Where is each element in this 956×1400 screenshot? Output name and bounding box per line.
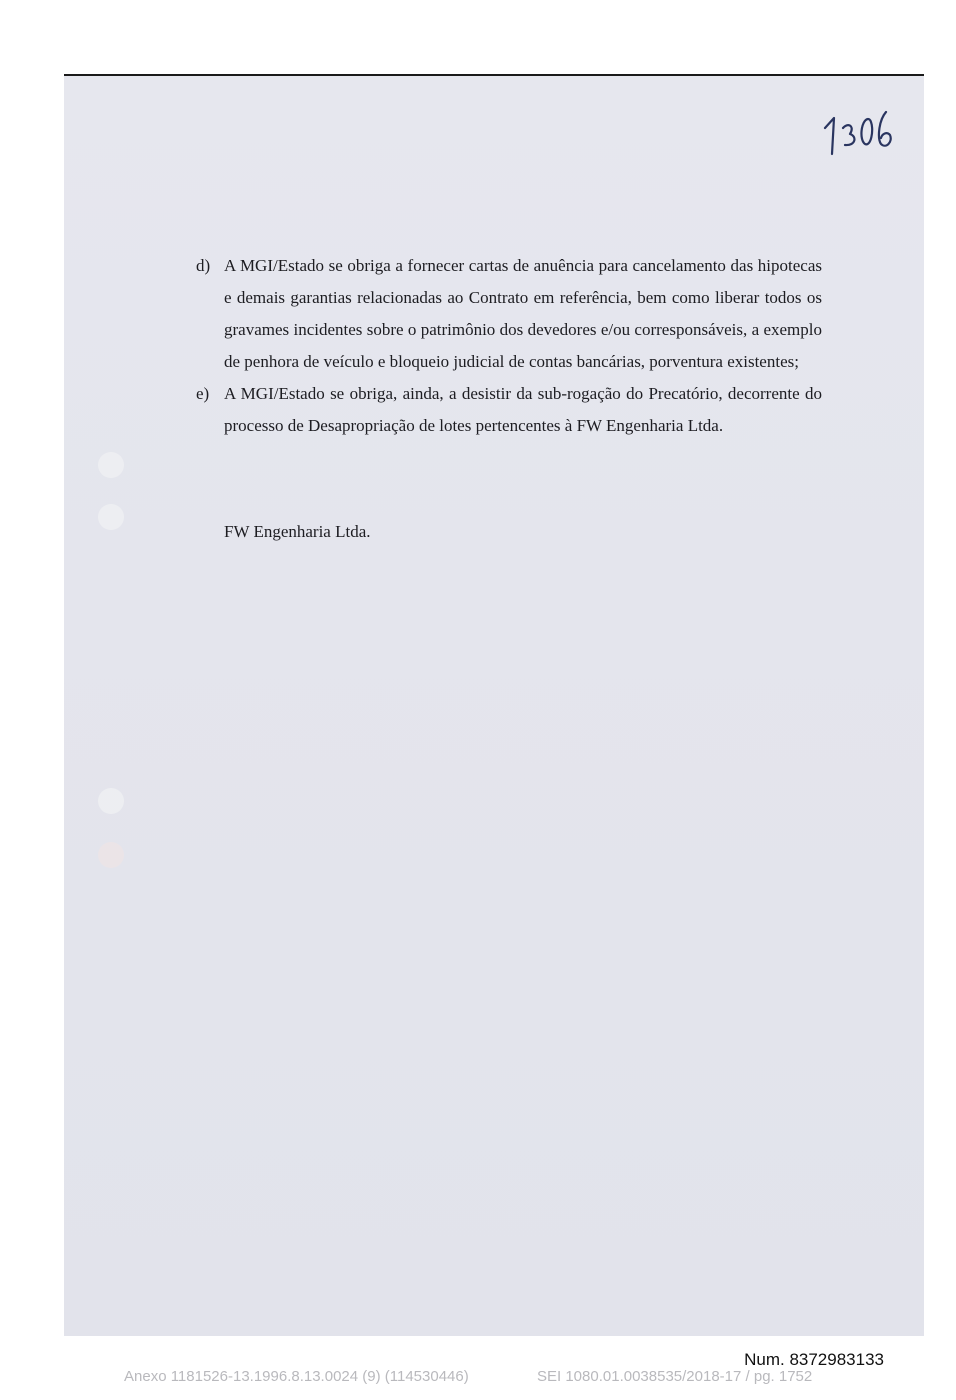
sei-reference: SEI 1080.01.0038535/2018-17 / pg. 1752 (537, 1368, 813, 1385)
scanned-page (64, 74, 924, 1336)
clause-marker: d) (196, 256, 211, 275)
signatory-company-name: FW Engenharia Ltda. (224, 522, 371, 541)
punch-hole-mark (98, 504, 124, 530)
annex-reference: Anexo 1181526-13.1996.8.13.0024 (9) (114530446) (124, 1368, 469, 1385)
clause-d (196, 250, 822, 378)
handwritten-folio-number (821, 106, 911, 166)
clause-text: A MGI/Estado se obriga a fornecer cartas de anuência para cancelamento das hipotecas e demais garantias relacionadas ao Contrato em referência, bem como liberar todos os gravames incidentes sobre o patrimônio dos devedores e/ou corresponsáveis, a exemplo de penhora de veículo e bloqueio judicial de contas bancárias, porventura existentes; (224, 256, 822, 371)
punch-hole-mark (98, 452, 124, 478)
document-number: Num. 8372983133 (744, 1350, 884, 1369)
punch-hole-mark (98, 788, 124, 814)
clause-text: A MGI/Estado se obriga, ainda, a desistir da sub-rogação do Precatório, decorrente do processo de Desapropriação de lotes pertencentes à FW Engenharia Ltda. (224, 384, 822, 435)
clause-list (196, 250, 822, 442)
clause-e (196, 378, 822, 442)
clause-marker: e) (196, 384, 210, 403)
punch-hole-mark (98, 842, 124, 868)
